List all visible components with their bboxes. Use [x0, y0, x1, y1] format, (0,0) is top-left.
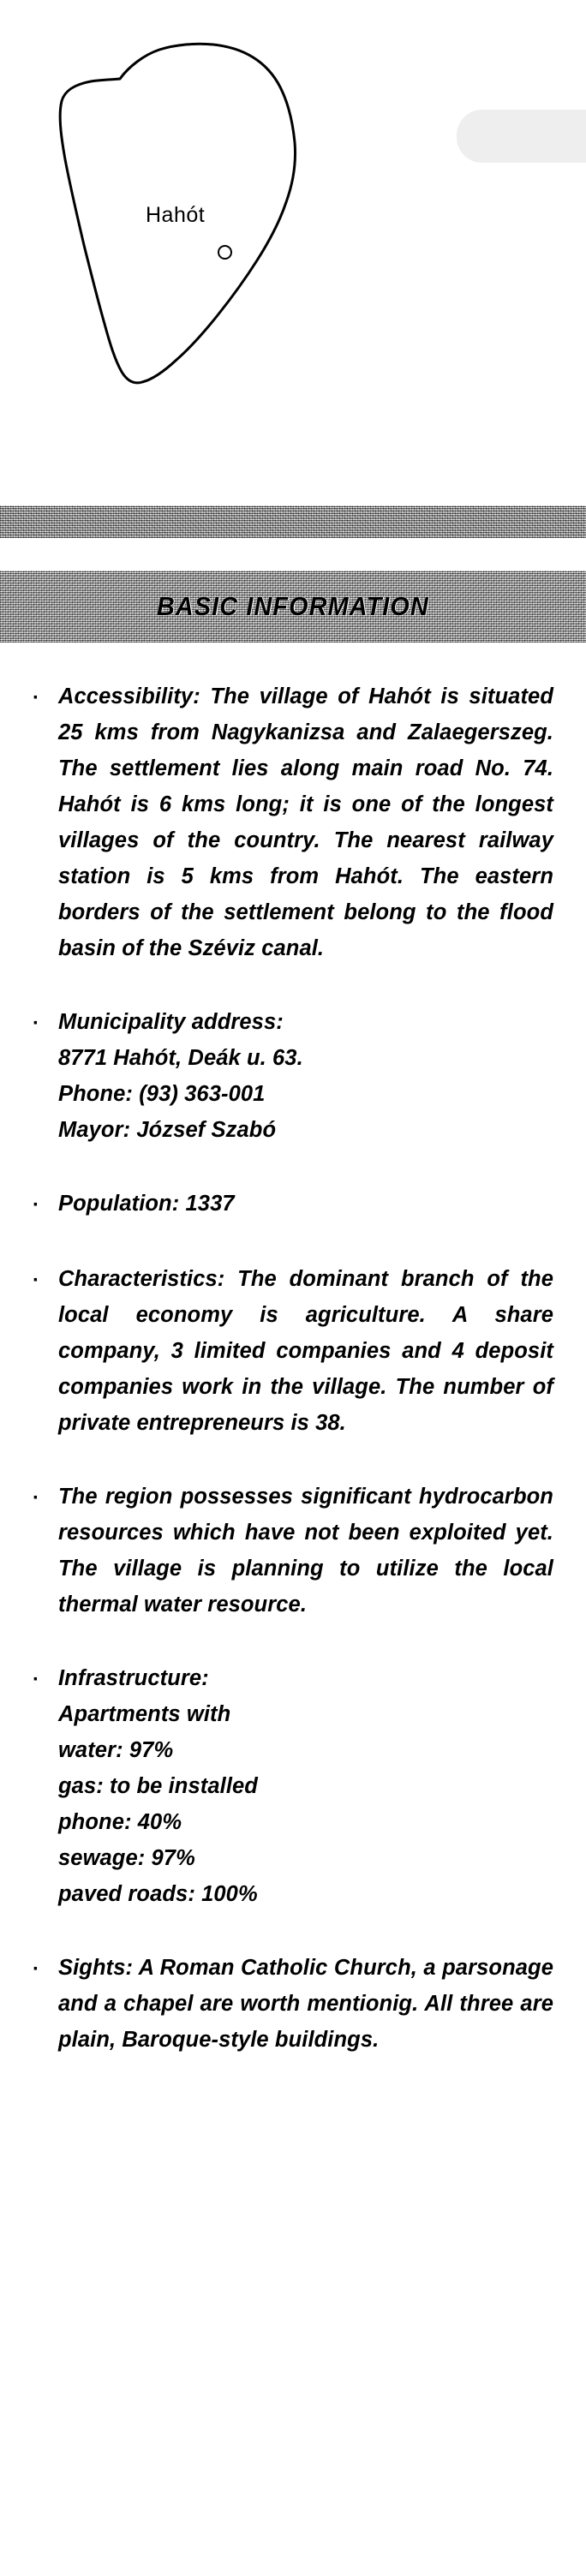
list-item: [33, 1186, 553, 1223]
list-item: [33, 1660, 553, 1912]
infrastructure-apartments: Apartments with: [58, 1702, 231, 1726]
municipality-address-value: 8771 Hahót, Deák u. 63.: [58, 1046, 303, 1070]
map-area: [0, 0, 586, 505]
village-boundary-outline: [0, 0, 586, 505]
bullet-icon: ·: [33, 1668, 39, 1691]
infrastructure-label: Infrastructure:: [58, 1666, 209, 1690]
bullet-icon: ·: [33, 1486, 39, 1509]
section-title: BASIC INFORMATION: [157, 591, 429, 621]
municipality-mayor: Mayor: József Szabó: [58, 1118, 277, 1142]
item-text-infrastructure: [58, 1660, 553, 1912]
bullet-icon: ·: [33, 686, 39, 709]
bullet-icon: ·: [33, 1269, 39, 1292]
item-text-municipality: [58, 1004, 553, 1148]
list-item: [33, 1950, 553, 2058]
infrastructure-phone: phone: 40%: [58, 1810, 182, 1834]
bullet-icon: ·: [33, 1957, 39, 1981]
list-item: [33, 1261, 553, 1441]
village-label: Hahót: [146, 203, 206, 227]
section-header: [0, 571, 586, 643]
band-spacer: [0, 538, 586, 571]
list-item: [33, 1479, 553, 1623]
bullet-icon: ·: [33, 1012, 39, 1035]
item-text-hydrocarbon: The region possesses significant hydrocarbon resources which have not been exploited yet. The village is planning to utilize the local thermal water resource.: [58, 1485, 553, 1617]
municipality-phone: Phone: (93) 363-001: [58, 1082, 266, 1106]
item-text-population: Population: 1337: [58, 1192, 235, 1216]
infrastructure-gas: gas: to be installed: [58, 1774, 258, 1798]
item-text-characteristics: Characteristics: The dominant branch of the local economy is agriculture. A share company, 3 limited companies and 4 deposit companies work in the village. The number of private entrepreneurs is 38.: [58, 1267, 553, 1435]
list-item: [33, 678, 553, 966]
infrastructure-paved-roads: paved roads: 100%: [58, 1882, 258, 1906]
infrastructure-sewage: sewage: 97%: [58, 1846, 195, 1870]
bullet-icon: ·: [33, 1193, 39, 1216]
village-marker-icon: [218, 245, 232, 260]
content-list: [0, 643, 586, 2058]
municipality-address-label: Municipality address:: [58, 1010, 284, 1034]
decorative-band-top: [0, 505, 586, 538]
item-text-accessibility: Accessibility: The village of Hahót is situated 25 kms from Nagykanizsa and Zalaegerszeg. The settlement lies along main road No. 74. Hahót is 6 kms long; it is one of the longest villages of the country. The nearest railway station is 5 kms from Hahót. The eastern borders of the settlement belong to the flood basin of the Széviz canal.: [58, 684, 553, 960]
infrastructure-water: water: 97%: [58, 1738, 174, 1762]
list-item: [33, 1004, 553, 1148]
item-text-sights: Sights: A Roman Catholic Church, a parsonage and a chapel are worth mentionig. All three are plain, Baroque-style buildings.: [58, 1956, 553, 2052]
